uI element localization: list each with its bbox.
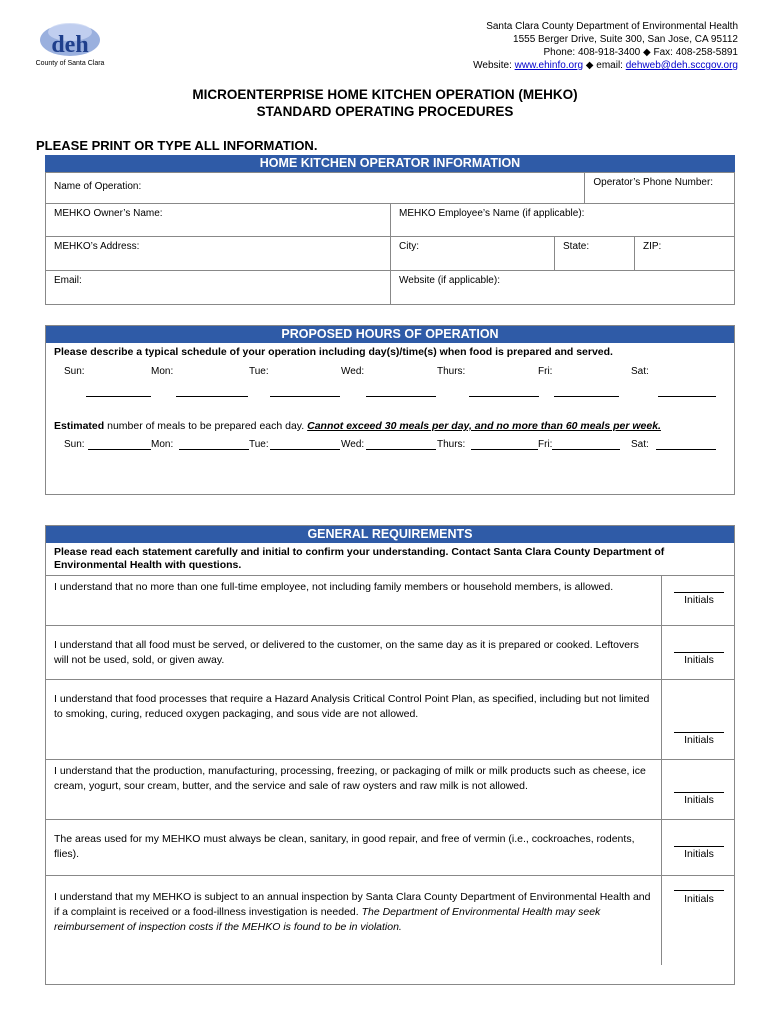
wed-meals-line[interactable] [366, 449, 436, 450]
initials-field[interactable] [662, 680, 734, 759]
header-contact [473, 20, 738, 72]
initials-line [674, 732, 724, 733]
estimated-label: Estimated [54, 420, 105, 432]
initials-line [674, 890, 724, 891]
web-email-line [473, 59, 738, 72]
day-mon: Mon: [151, 366, 174, 377]
estimated-text: number of meals to be prepared each day. [104, 420, 308, 432]
general-requirements-section [45, 525, 735, 985]
logo-caption: County of Santa Clara [35, 60, 105, 67]
initials-line [674, 792, 724, 793]
initials-label: Initials [684, 794, 714, 806]
page-title [0, 86, 770, 120]
initials-field[interactable] [662, 820, 734, 875]
website-link[interactable]: www.ehinfo.org [514, 60, 584, 71]
website-label: Website: [473, 60, 512, 71]
tue-meals-line[interactable] [270, 449, 340, 450]
owner-name-field[interactable]: MEHKO Owner’s Name: [46, 204, 391, 237]
hours-section [45, 325, 735, 495]
initials-line [674, 592, 724, 593]
meals-day-thurs: Thurs: [437, 439, 466, 450]
city-field[interactable]: City: [391, 237, 555, 271]
title-line-2: STANDARD OPERATING PROCEDURES [256, 104, 514, 119]
day-thurs: Thurs: [437, 366, 466, 377]
org-line: Santa Clara County Department of Environmental Health [486, 21, 738, 32]
requirement-text-main: I understand that my MEHKO is subject to an annual inspection by Santa Clara County Department of Environmental Health and if a complaint is received or a food-illness investigation is needed. [54, 891, 651, 918]
initials-label: Initials [684, 654, 714, 666]
initials-line [674, 652, 724, 653]
requirement-row [46, 819, 734, 875]
print-note: PLEASE PRINT OR TYPE ALL INFORMATION. [36, 138, 318, 153]
requirement-row [46, 875, 734, 965]
initials-field[interactable] [662, 876, 734, 965]
website-field[interactable]: Website (if applicable): [391, 271, 735, 305]
logo-text: deh [51, 32, 89, 58]
requirement-text: I understand that all food must be served, or delivered to the customer, on the same day as it is prepared or cooked. Leftovers will not be used, sold, or given away. [46, 626, 662, 679]
requirement-text: I understand that no more than one full-time employee, not including family members or household members, is allowed. [46, 576, 662, 625]
tue-schedule-line[interactable] [270, 396, 340, 397]
requirement-row [46, 625, 734, 679]
initials-label: Initials [684, 893, 714, 905]
sun-meals-line[interactable] [88, 449, 151, 450]
meals-day-mon: Mon: [151, 439, 174, 450]
meals-day-sun: Sun: [64, 439, 85, 450]
sat-meals-line[interactable] [656, 449, 716, 450]
meals-days-row [46, 435, 734, 455]
email-link[interactable]: dehweb@deh.sccgov.org [625, 60, 738, 71]
meals-day-tue: Tue: [249, 439, 269, 450]
meals-estimate-text [46, 416, 734, 435]
day-fri: Fri: [538, 366, 553, 377]
requirement-row [46, 575, 734, 625]
initials-field[interactable] [662, 760, 734, 819]
day-tue: Tue: [249, 366, 269, 377]
general-instruction: Please read each statement carefully and initial to confirm your understanding. Contact Santa Clara County Department of Environmental Health with questions. [54, 546, 665, 571]
requirement-text: I understand that the production, manufacturing, processing, freezing, or packaging of milk or milk products such as cheese, ice cream, yogurt, sour cream, butter, and the service and sale of raw oysters and raw milk is not allowed. [46, 760, 662, 819]
title-line-1: MICROENTERPRISE HOME KITCHEN OPERATION (MEHKO) [192, 87, 578, 102]
name-of-operation-field[interactable]: Name of Operation: [46, 173, 585, 204]
mon-schedule-line[interactable] [176, 396, 248, 397]
fri-schedule-line[interactable] [554, 396, 619, 397]
schedule-lines-row [46, 388, 734, 408]
requirement-text: The areas used for my MEHKO must always be clean, sanitary, in good repair, and free of vermin (i.e., cockroaches, rodents, flies). [46, 820, 662, 875]
general-heading: GENERAL REQUIREMENTS [46, 526, 734, 543]
initials-field[interactable] [662, 576, 734, 625]
operator-info-table [45, 172, 735, 305]
mon-meals-line[interactable] [179, 449, 249, 450]
day-sun: Sun: [64, 366, 85, 377]
hours-heading: PROPOSED HOURS OF OPERATION [46, 326, 734, 343]
initials-field[interactable] [662, 626, 734, 679]
sun-schedule-line[interactable] [86, 396, 151, 397]
requirement-text [46, 876, 662, 965]
initials-label: Initials [684, 734, 714, 746]
hours-instruction: Please describe a typical schedule of your operation including day(s)/time(s) when food is prepared and served. [54, 346, 613, 358]
email-label: ◆ email: [585, 60, 623, 71]
employee-name-field[interactable]: MEHKO Employee’s Name (if applicable): [391, 204, 735, 237]
address-line: 1555 Berger Drive, Suite 300, San Jose, CA 95112 [513, 34, 738, 45]
address-field[interactable]: MEHKO’s Address: [46, 237, 391, 271]
state-field[interactable]: State: [555, 237, 635, 271]
fri-meals-line[interactable] [552, 449, 620, 450]
phone-field[interactable]: Operator’s Phone Number: [585, 173, 735, 204]
day-wed: Wed: [341, 366, 365, 377]
wed-schedule-line[interactable] [366, 396, 436, 397]
email-field[interactable]: Email: [46, 271, 391, 305]
meals-day-fri: Fri: [538, 439, 553, 450]
meals-day-sat: Sat: [631, 439, 649, 450]
zip-field[interactable]: ZIP: [635, 237, 735, 271]
operator-info-heading: HOME KITCHEN OPERATOR INFORMATION [45, 155, 735, 172]
thurs-meals-line[interactable] [471, 449, 538, 450]
phone-line: Phone: 408-918-3400 ◆ Fax: 408-258-5891 [543, 47, 738, 58]
schedule-days-row [46, 362, 734, 382]
sat-schedule-line[interactable] [658, 396, 716, 397]
requirement-text-italic: The Department of Environmental Health may seek reimbursement of inspection costs if the MEHKO is found to be in violation. [54, 906, 601, 933]
initials-label: Initials [684, 848, 714, 860]
meal-limit-text: Cannot exceed 30 meals per day, and no more than 60 meals per week. [307, 420, 661, 432]
thurs-schedule-line[interactable] [469, 396, 539, 397]
meals-day-wed: Wed: [341, 439, 365, 450]
requirement-row [46, 679, 734, 759]
initials-line [674, 846, 724, 847]
requirement-row [46, 759, 734, 819]
requirement-text: I understand that food processes that require a Hazard Analysis Critical Control Point Plan, as specified, including but not limited to smoking, curing, reduced oxygen packaging, and sous vide are not allowed. [46, 680, 662, 759]
day-sat: Sat: [631, 366, 649, 377]
initials-label: Initials [684, 594, 714, 606]
